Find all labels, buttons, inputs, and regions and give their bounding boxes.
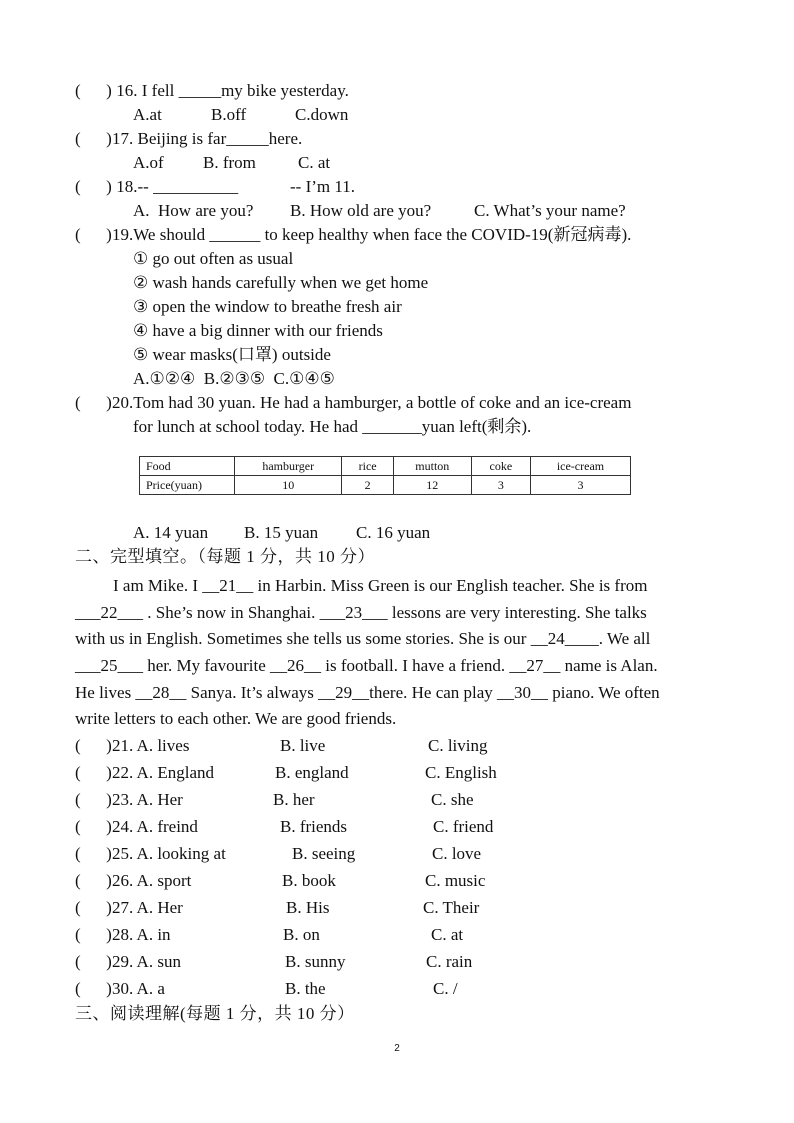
q18-paren[interactable]: ( ) — [75, 177, 112, 196]
cloze-question: 29. A. sun — [112, 952, 181, 971]
cloze-question: 26. A. sport — [112, 871, 192, 890]
cloze-option-b: B. seeing — [292, 844, 356, 863]
cloze-option-b: B. live — [280, 736, 326, 755]
q16-paren[interactable]: ( ) — [75, 81, 112, 100]
q18-option-c: C. What’s your name? — [474, 201, 626, 220]
cloze-option-b: B. her — [273, 790, 315, 809]
q16-stem: 16. I fell _____my bike yesterday. — [112, 81, 349, 100]
cloze-option-b: B. england — [275, 763, 349, 782]
q20-option-b: B. 15 yuan — [244, 523, 319, 542]
cloze-option-b: B. His — [286, 898, 330, 917]
cloze-option-c: C. living — [428, 736, 488, 755]
q18-stem: 18.-- __________ — [112, 177, 239, 196]
cloze-option-b: B. the — [285, 979, 326, 998]
cloze-option-b: B. book — [282, 871, 336, 890]
passage-line-5: He lives __28__ Sanya. It’s always __29__there. He can play __30__ piano. We often — [75, 683, 660, 702]
cloze-paren[interactable]: ( ) — [75, 763, 112, 782]
q20-option-c: C. 16 yuan — [356, 523, 431, 542]
q17-paren[interactable]: ( ) — [75, 129, 112, 148]
q19-options: A.①②④ B.②③⑤ C.①④⑤ — [133, 369, 335, 388]
table-cell: mutton — [393, 457, 471, 476]
q19-item-1: ① go out often as usual — [133, 249, 294, 268]
passage-line-6: write letters to each other. We are good friends. — [75, 709, 397, 728]
cloze-question: 24. A. freind — [112, 817, 198, 836]
q20-option-a: A. 14 yuan — [133, 523, 209, 542]
table-cell: Food — [140, 457, 235, 476]
table-cell: coke — [471, 457, 530, 476]
price-table — [139, 456, 631, 495]
table-cell: rice — [342, 457, 393, 476]
table-cell: 10 — [235, 476, 342, 495]
cloze-paren[interactable]: ( ) — [75, 898, 112, 917]
q16-option-a: A.at — [133, 105, 162, 124]
table-cell: hamburger — [235, 457, 342, 476]
q20-paren[interactable]: ( ) — [75, 393, 112, 412]
cloze-paren[interactable]: ( ) — [75, 790, 112, 809]
table-cell: 3 — [530, 476, 630, 495]
q20-stem-line2: for lunch at school today. He had _______yuan left(剩余). — [133, 417, 532, 436]
section-2-title: 二、完型填空。（每题 1 分，共 10 分） — [75, 547, 375, 566]
q19-item-5: ⑤ wear masks(口罩) outside — [133, 345, 331, 364]
cloze-option-c: C. at — [431, 925, 464, 944]
cloze-paren[interactable]: ( ) — [75, 817, 112, 836]
q20-stem-line1: 20.Tom had 30 yuan. He had a hamburger, a bottle of coke and an ice-cream — [112, 393, 632, 412]
cloze-option-b: B. on — [283, 925, 320, 944]
cloze-option-c: C. / — [433, 979, 458, 998]
section-3-title: 三、阅读理解(每题 1 分，共 10 分） — [75, 1004, 355, 1023]
cloze-paren[interactable]: ( ) — [75, 736, 112, 755]
q19-paren[interactable]: ( ) — [75, 225, 112, 244]
q17-option-b: B. from — [203, 153, 256, 172]
price-table-header-row — [140, 457, 631, 476]
passage-line-4: ___25___ her. My favourite __26__ is football. I have a friend. __27__ name is Alan. — [75, 656, 658, 675]
cloze-option-b: B. friends — [280, 817, 348, 836]
table-cell: 2 — [342, 476, 393, 495]
q17-option-c: C. at — [298, 153, 331, 172]
cloze-question: 28. A. in — [112, 925, 171, 944]
table-cell: ice-cream — [530, 457, 630, 476]
cloze-question: 30. A. a — [112, 979, 165, 998]
cloze-option-c: C. love — [432, 844, 482, 863]
cloze-paren[interactable]: ( ) — [75, 952, 112, 971]
q17-stem: 17. Beijing is far_____here. — [112, 129, 303, 148]
cloze-question: 25. A. looking at — [112, 844, 226, 863]
q18-option-b: B. How old are you? — [290, 201, 432, 220]
cloze-option-c: C. rain — [426, 952, 473, 971]
q17-option-a: A.of — [133, 153, 164, 172]
cloze-option-c: C. friend — [433, 817, 494, 836]
q19-stem: 19.We should ______ to keep healthy when face the COVID-19(新冠病毒). — [112, 225, 632, 244]
passage-line-1: I am Mike. I __21__ in Harbin. Miss Green is our English teacher. She is from — [113, 576, 648, 595]
cloze-paren[interactable]: ( ) — [75, 871, 112, 890]
cloze-paren[interactable]: ( ) — [75, 925, 112, 944]
cloze-option-c: C. music — [425, 871, 486, 890]
cloze-question: 21. A. lives — [112, 736, 190, 755]
cloze-question: 27. A. Her — [112, 898, 183, 917]
cloze-paren[interactable]: ( ) — [75, 979, 112, 998]
q19-item-2: ② wash hands carefully when we get home — [133, 273, 429, 292]
q19-item-4: ④ have a big dinner with our friends — [133, 321, 383, 340]
table-cell: 12 — [393, 476, 471, 495]
q19-item-3: ③ open the window to breathe fresh air — [133, 297, 402, 316]
passage-line-3: with us in English. Sometimes she tells us some stories. She is our __24____. We all — [75, 629, 651, 648]
passage-line-2: ___22___ . She’s now in Shanghai. ___23___ lessons are very interesting. She talks — [75, 603, 647, 622]
cloze-question: 23. A. Her — [112, 790, 183, 809]
q16-option-b: B.off — [211, 105, 247, 124]
table-cell: 3 — [471, 476, 530, 495]
q18-option-a: A. How are you? — [133, 201, 254, 220]
cloze-option-b: B. sunny — [285, 952, 346, 971]
cloze-option-c: C. English — [425, 763, 497, 782]
cloze-option-c: C. she — [431, 790, 474, 809]
page-number: 2 — [394, 1043, 400, 1054]
q16-option-c: C.down — [295, 105, 349, 124]
q18-answer: -- I’m 11. — [290, 177, 355, 196]
price-table-row — [140, 476, 631, 495]
cloze-option-c: C. Their — [423, 898, 480, 917]
cloze-question: 22. A. England — [112, 763, 214, 782]
cloze-paren[interactable]: ( ) — [75, 844, 112, 863]
table-cell: Price(yuan) — [140, 476, 235, 495]
